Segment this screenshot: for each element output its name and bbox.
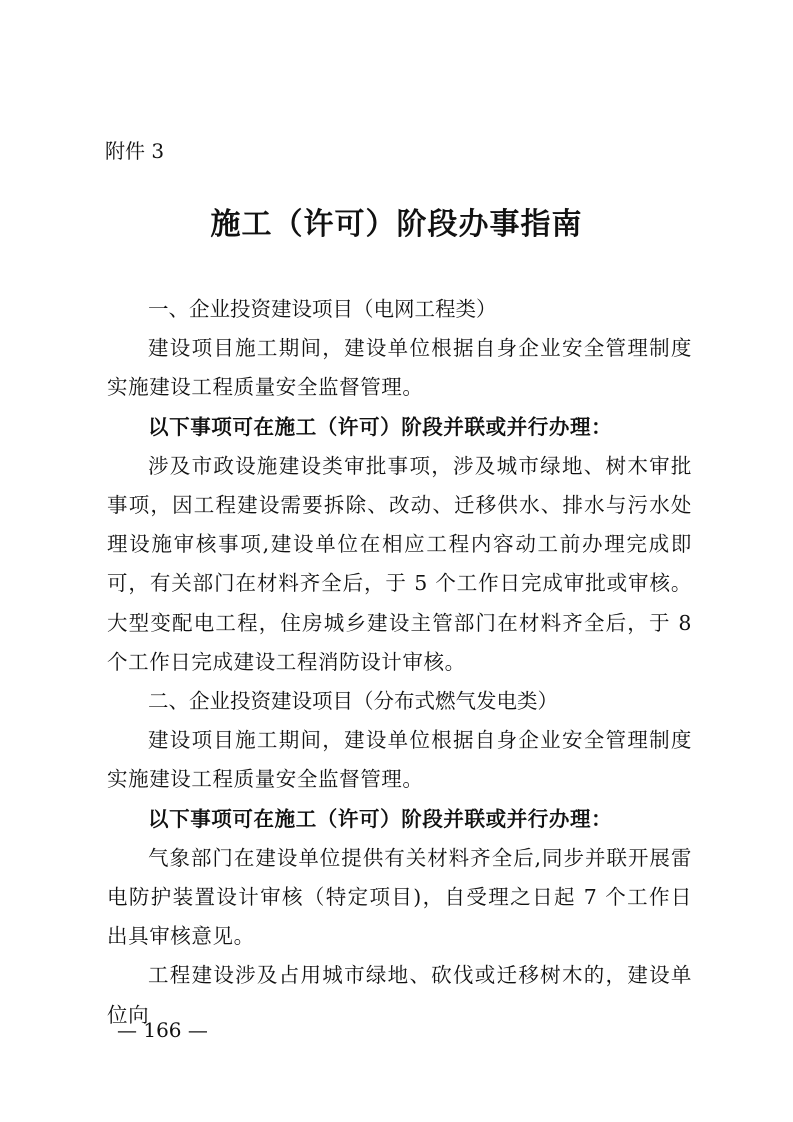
section-1	[107, 290, 692, 682]
page-title: 施工（许可）阶段办事指南	[210, 207, 583, 242]
parallel-items-heading: 以下事项可在施工（许可）阶段并联或并行办理：	[148, 414, 613, 439]
attachment-label: 附件 3	[105, 139, 165, 163]
document-body	[107, 290, 692, 1035]
section-intro: 建设项目施工期间，建设单位根据自身企业安全管理制度实施建设工程质量安全监督管理。	[107, 336, 692, 400]
section-heading: 二、企业投资建设项目（分布式燃气发电类）	[148, 689, 558, 714]
paragraph: 气象部门在建设单位提供有关材料齐全后,同步并联开展雷电防护装置设计审核（特定项目)，自受理之日起 7 个工作日出具审核意见。	[107, 845, 692, 949]
paragraph: 涉及市政设施建设类审批事项，涉及城市绿地、树木审批事项，因工程建设需要拆除、改动、迁移供水、排水与污水处理设施审核事项,建设单位在相应工程内容动工前办理完成即可，有关部门在材料齐全后，于 5 个工作日完成审批或审核。大型变配电工程，住房城乡建设主管部门在材料齐全后，于 8 个工作日完成建设工程消防设计审核。	[107, 453, 692, 674]
section-heading: 一、企业投资建设项目（电网工程类）	[148, 297, 497, 321]
section-intro: 建设项目施工期间，建设单位根据自身企业安全管理制度实施建设工程质量安全监督管理。	[107, 728, 692, 792]
paragraph: 工程建设涉及占用城市绿地、砍伐或迁移树木的，建设单位向	[107, 963, 692, 1027]
page-number: — 166 —	[117, 1018, 208, 1042]
section-2	[107, 682, 692, 1035]
parallel-items-heading: 以下事项可在施工（许可）阶段并联或并行办理：	[148, 806, 613, 831]
